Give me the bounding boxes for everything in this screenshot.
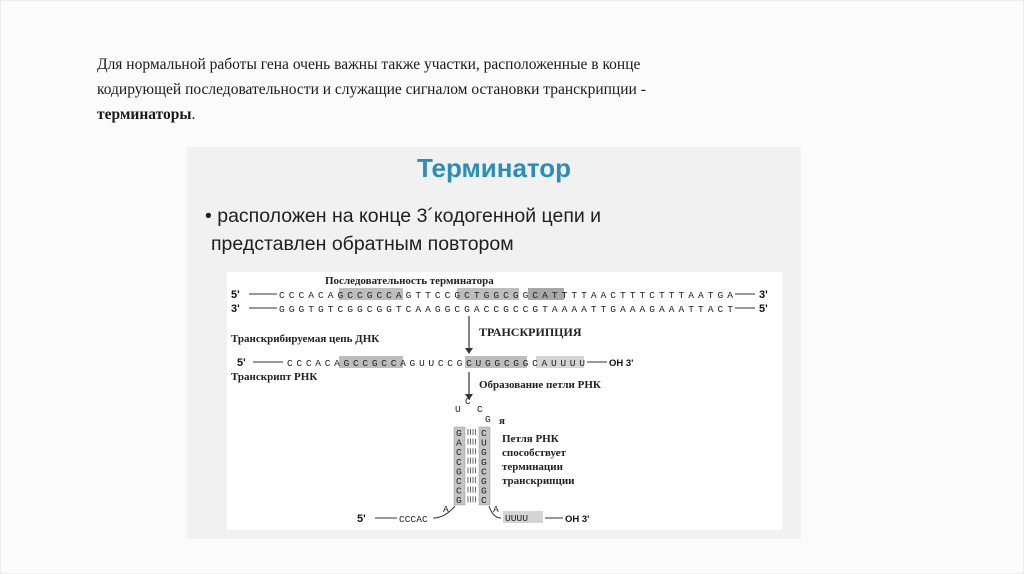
stem-left-base: G (456, 428, 462, 439)
intro-text (97, 52, 897, 127)
loop-c2: C (477, 404, 483, 415)
transcription-label: ТРАНСКРИПЦИЯ (479, 325, 582, 339)
top-5prime: 5' (231, 289, 240, 301)
loop-formation-label: Образование петли РНК (479, 379, 601, 391)
loop-u: U (455, 404, 461, 415)
tail-a-right: A (493, 504, 499, 515)
intro-line-1: Для нормальной работы гена очень важны также участки, расположенные в конце (97, 56, 641, 73)
stem-left-base: C (456, 485, 462, 497)
hairpin-label-1: Петля РНК (502, 433, 559, 445)
stem-left-base: A (456, 437, 462, 449)
stem-left-base: G (456, 495, 462, 507)
hairpin-stem (456, 428, 487, 506)
figure-bullet-line-2: представлен обратным повтором (211, 233, 514, 255)
stem-right-base: G (481, 485, 487, 497)
stem-left-base: C (456, 456, 462, 468)
stem-right-base: C (481, 495, 487, 507)
loop-c1: C (465, 396, 471, 407)
stem-right-base: G (481, 447, 487, 459)
rna-transcript: CCCACAGCCGCCAGUUCCGCUGGCGGCAUUUU (287, 358, 585, 369)
bottom-3prime: 3' (231, 303, 240, 315)
figure-title: Терминатор (416, 153, 572, 183)
rna-transcript-label: Транскрипт РНК (231, 371, 318, 383)
top-strand: CCCACAGCCGCCAGTTCCGCTGGCGGCATTTTAACTTTCTTTAATGA (279, 290, 734, 301)
stem-left-base: C (456, 447, 462, 459)
rna-5prime: 5' (237, 357, 246, 369)
intro-line-3 (97, 102, 897, 127)
bottom-5prime: 5' (759, 303, 768, 315)
terminator-diagram (227, 272, 782, 530)
tail-u: UUUU (505, 513, 529, 524)
intro-line-2: кодирующей последовательности и служащие сигналом остановки транскрипции - (97, 81, 646, 98)
hairpin-label-2: способствует (502, 447, 566, 459)
stem-right-base: C (481, 466, 487, 478)
rna-oh-3prime: OH 3' (609, 358, 634, 369)
hairpin-label-3: терминации (502, 461, 563, 473)
stem-right-base: U (481, 437, 487, 449)
seq-label: Последовательность терминатора (325, 275, 494, 287)
figure-bullet (205, 202, 785, 258)
loop-g: G (485, 414, 491, 425)
bottom-strand: GGGTGTCGGCGGTCAAGGCGACCGCCGTAAAATTGAAAGAAATTACT (279, 304, 734, 315)
stem-left-base: G (456, 466, 462, 478)
tail-a-left: A (443, 504, 449, 515)
stem-right-base: G (481, 456, 487, 468)
diagram-svg (227, 272, 782, 530)
intro-term: терминаторы (97, 106, 192, 123)
stem-left-base: C (456, 476, 462, 487)
top-3prime: 3' (759, 289, 768, 301)
hairpin-label-4: транскрипции (502, 475, 575, 487)
loop-mark: я (499, 415, 505, 427)
stem-right-base: G (481, 476, 487, 487)
tail-5prime: 5' (357, 513, 366, 525)
transcribed-strand-label: Транскрибируемая цепь ДНК (231, 333, 380, 345)
tail-oh: OH 3' (565, 514, 590, 525)
tail-left: CCCAC (399, 514, 428, 525)
intro-period: . (191, 106, 196, 123)
figure-bullet-line-1: • расположен на конце 3´кодогенной цепи и (205, 205, 602, 227)
stem-right-base: C (481, 428, 487, 439)
